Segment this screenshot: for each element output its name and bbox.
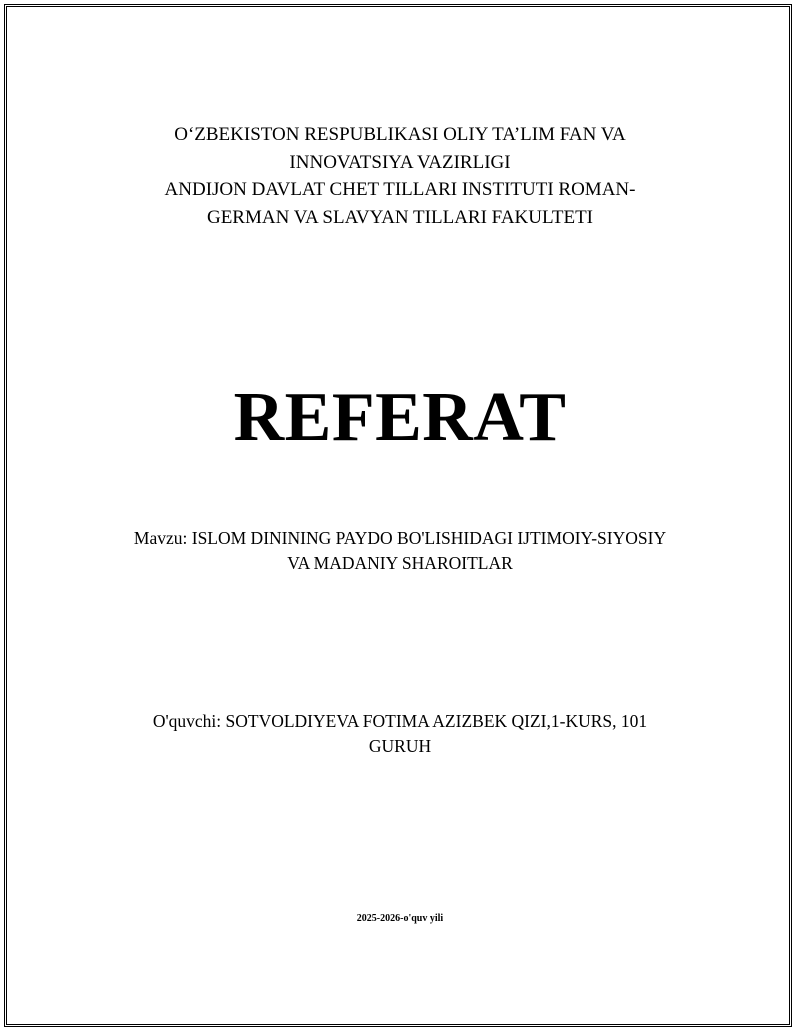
header-line: GERMAN VA SLAVYAN TILLARI FAKULTETI [206, 206, 593, 228]
document-title: REFERAT [233, 379, 567, 456]
header-line: ANDIJON DAVLAT CHET TILLARI INSTITUTI ROMAN- [164, 179, 636, 200]
student-block [0, 709, 800, 759]
topic-line: VA MADANIY SHAROITLAR [287, 553, 513, 573]
header-line: INNOVATSIYA VAZIRLIGI [289, 151, 511, 173]
topic-line: Mavzu: ISLOM DININING PAYDO BO'LISHIDAGI IJTIMOIY-SIYOSIY [133, 528, 667, 548]
academic-year: 2025-2026-o'quv yili [356, 913, 444, 924]
student-line: GURUH [368, 736, 432, 756]
topic-block [0, 526, 800, 576]
institution-header [0, 121, 800, 231]
header-line: O‘ZBEKISTON RESPUBLIKASI OLIY TA’LIM FAN VA [174, 124, 626, 145]
student-line: O'quvchi: SOTVOLDIYEVA FOTIMA AZIZBEK QIZI,1-KURS, 101 [152, 711, 648, 731]
